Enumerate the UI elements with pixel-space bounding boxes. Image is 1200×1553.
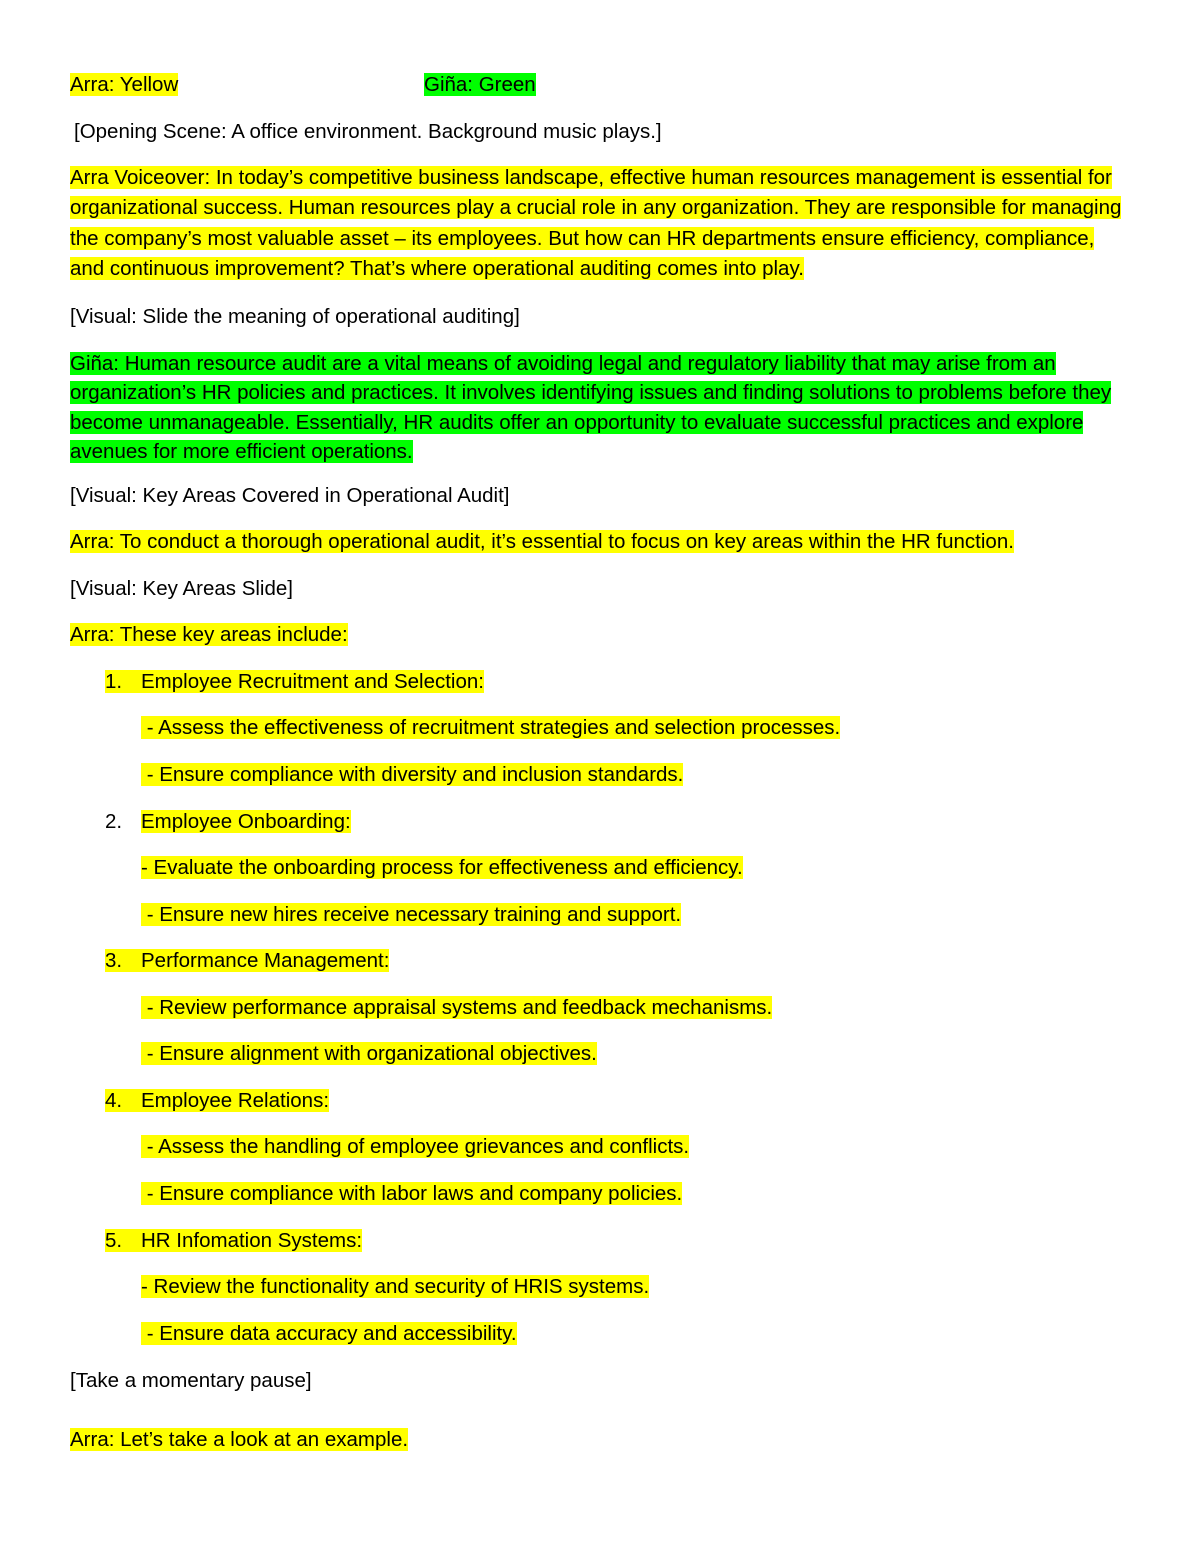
key-area-title: Employee Relations: — [141, 1089, 330, 1112]
key-area-number: 3. — [105, 949, 123, 972]
legend-arra — [70, 70, 178, 99]
key-area-4-point-1 — [141, 1132, 689, 1161]
key-area-point-text: - Review performance appraisal systems and feedback mechanisms. — [141, 996, 773, 1019]
visual-meaning-direction: [Visual: Slide the meaning of operational auditing] — [70, 305, 520, 328]
legend-gina — [424, 70, 536, 99]
arra-conduct-text: Arra: To conduct a thorough operational audit, it’s essential to focus on key areas within the HR function. — [70, 530, 1014, 553]
arra-voiceover-text: Arra Voiceover: In today’s competitive business landscape, effective human resources management is essential for organizational success. Human resources play a crucial role in any organization. They are responsible for managing the company’s most valuable asset – its employees. But how can HR departments ensure efficiency, compliance, and continuous improvement? That’s where operational auditing comes into play. — [70, 166, 1122, 280]
key-area-point-text: - Review the functionality and security of HRIS systems. — [141, 1275, 650, 1298]
key-area-number: 5. — [105, 1229, 123, 1252]
key-area-1 — [105, 667, 484, 696]
key-area-3-point-2 — [141, 1039, 597, 1068]
key-area-4-point-2 — [141, 1179, 682, 1208]
key-area-point-text: - Ensure new hires receive necessary training and support. — [141, 903, 682, 926]
key-area-title: Employee Onboarding: — [141, 810, 351, 833]
key-area-point-text: - Assess the handling of employee grievances and conflicts. — [141, 1135, 690, 1158]
key-area-2-point-2 — [141, 900, 681, 929]
key-area-title: Performance Management: — [141, 949, 390, 972]
key-area-title: Employee Recruitment and Selection: — [141, 670, 484, 693]
key-area-2 — [105, 807, 351, 836]
gina-paragraph — [70, 349, 1130, 466]
pause-direction: [Take a momentary pause] — [70, 1369, 312, 1392]
arra-key-areas-text: Arra: These key areas include: — [70, 623, 348, 646]
key-area-number: 1. — [105, 670, 123, 693]
gina-text: Giña: Human resource audit are a vital means of avoiding legal and regulatory liability that may arise from an organization’s HR policies and practices. It involves identifying issues and finding solutions to problems before they become unmanageable. Essentially, HR audits offer an opportunity to evaluate successful practices and explore avenues for more efficient operations. — [70, 352, 1112, 463]
key-area-4 — [105, 1086, 329, 1115]
visual-key-areas-covered-direction: [Visual: Key Areas Covered in Operational Audit] — [70, 484, 510, 507]
key-area-point-text: - Assess the effectiveness of recruitment strategies and selection processes. — [141, 716, 841, 739]
key-area-point-text: - Ensure data accuracy and accessibility. — [141, 1322, 517, 1345]
key-area-2-point-1 — [141, 853, 743, 882]
key-area-5 — [105, 1226, 362, 1255]
arra-example-text: Arra: Let’s take a look at an example. — [70, 1428, 409, 1451]
key-area-title: HR Infomation Systems: — [141, 1229, 363, 1252]
key-area-point-text: - Ensure compliance with diversity and inclusion standards. — [141, 763, 684, 786]
key-area-point-text: - Ensure compliance with labor laws and company policies. — [141, 1182, 683, 1205]
key-area-5-point-1 — [141, 1272, 649, 1301]
key-area-1-point-1 — [141, 713, 840, 742]
arra-voiceover-paragraph — [70, 163, 1130, 284]
key-area-number: 4. — [105, 1089, 123, 1112]
legend-arra-text: Arra: Yellow — [70, 73, 179, 96]
visual-key-areas-slide-direction: [Visual: Key Areas Slide] — [70, 577, 293, 600]
opening-scene-direction: [Opening Scene: A office environment. Background music plays.] — [74, 120, 662, 143]
key-area-point-text: - Ensure alignment with organizational objectives. — [141, 1042, 597, 1065]
key-area-5-point-2 — [141, 1319, 517, 1348]
key-area-1-point-2 — [141, 760, 683, 789]
arra-example-line — [70, 1425, 408, 1454]
key-area-point-text: - Evaluate the onboarding process for effectiveness and efficiency. — [141, 856, 743, 879]
key-area-3-point-1 — [141, 993, 772, 1022]
key-area-number: 2. — [105, 810, 123, 833]
arra-key-areas-line — [70, 620, 348, 649]
arra-conduct-line — [70, 527, 1014, 556]
key-area-3 — [105, 946, 389, 975]
legend-gina-text: Giña: Green — [424, 73, 536, 96]
